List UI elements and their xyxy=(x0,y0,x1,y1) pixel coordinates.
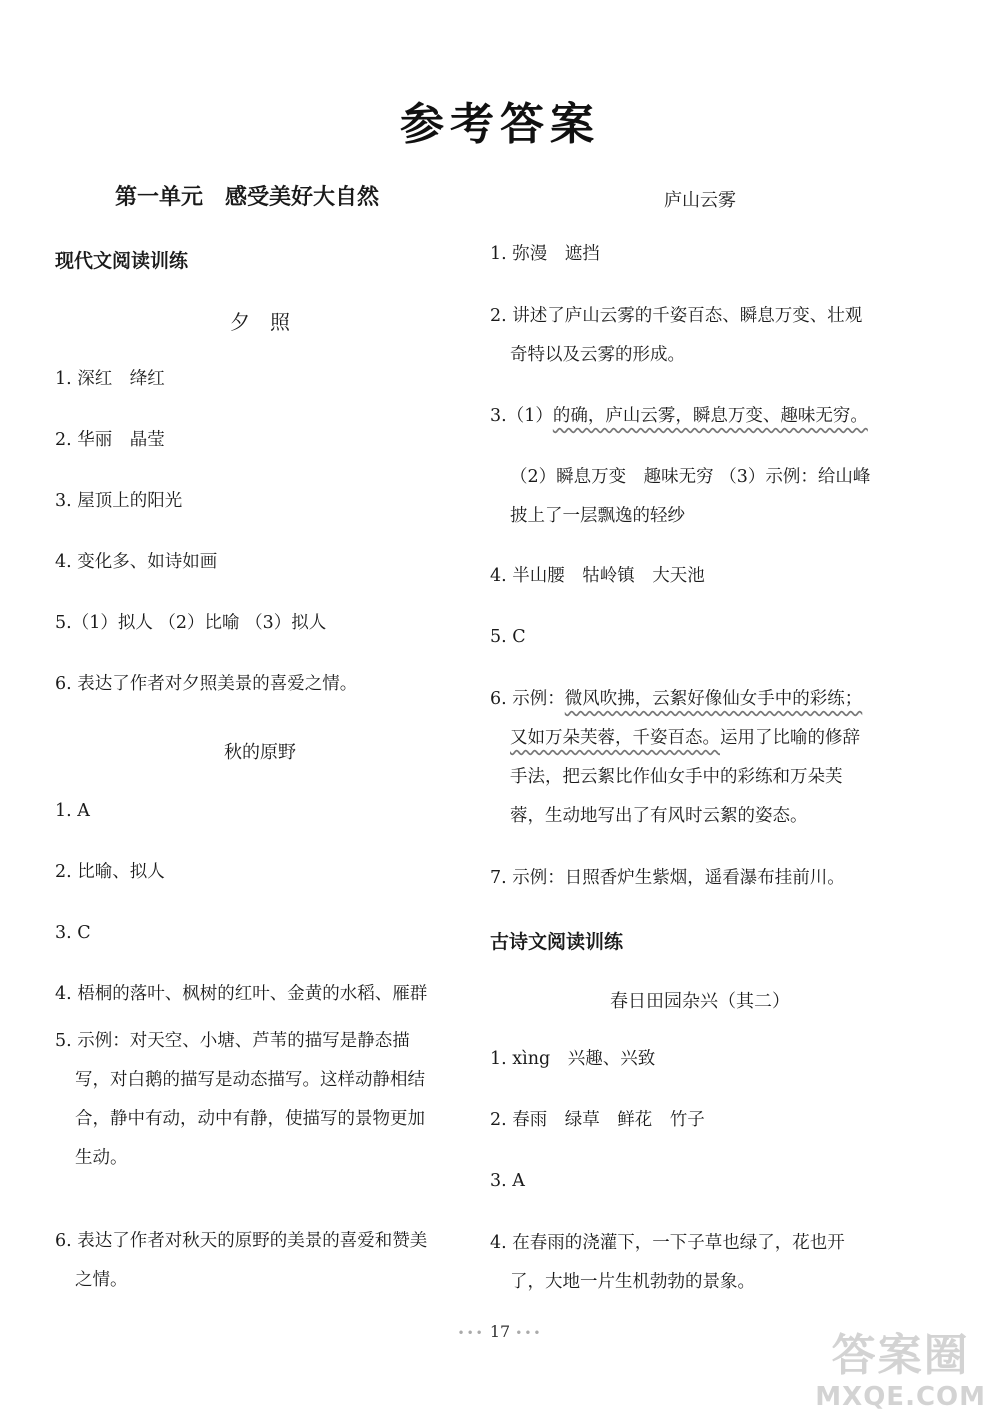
passage-title-xizhao: 夕 照 xyxy=(230,310,290,334)
answer-item: 1. 深红 绛红 xyxy=(55,369,165,389)
underlined-quote: 又如万朵芙蓉，千姿百态。 xyxy=(510,728,720,748)
answer-line: 写，对白鹅的描写是动态描写。这样动静相结 xyxy=(75,1070,425,1090)
answer-line: 生动。 xyxy=(75,1148,128,1168)
answer-item: 1. A xyxy=(55,801,90,821)
answer-item: 2. 春雨 绿草 鲜花 竹子 xyxy=(490,1110,705,1130)
watermark-logo xyxy=(815,1330,986,1412)
unit-title xyxy=(115,180,379,211)
answers-qiudeyuanye xyxy=(55,781,427,1025)
answer-item: 6. 表达了作者对夕照美景的喜爱之情。 xyxy=(55,674,358,694)
answer-line: 4. 在春雨的浇灌下，一下子草也绿了，花也开 xyxy=(490,1233,845,1253)
answer-item: 1. xìng 兴趣、兴致 xyxy=(490,1049,656,1069)
answer-line: 手法，把云絮比作仙女手中的彩练和万朵芙 xyxy=(510,767,843,787)
answer-item: 2. 比喻、拟人 xyxy=(55,862,165,882)
footer-dots-left: ••• xyxy=(457,1326,485,1340)
answer-item-long xyxy=(490,397,868,436)
passage-title-qiudeyuanye: 秋的原野 xyxy=(224,742,296,763)
answer-item-long xyxy=(55,1022,425,1178)
answer-line xyxy=(490,719,862,758)
watermark-cn: 答案圈 xyxy=(831,1330,970,1381)
answer-prefix: 6. 示例： xyxy=(490,689,565,709)
answer-item-long xyxy=(490,458,870,536)
answer-line: 了，大地一片生机勃勃的景象。 xyxy=(510,1272,755,1292)
unit-title-number: 第一单元 xyxy=(115,185,204,210)
underlined-quote: 的确，庐山云雾，瞬息万变、趣味无穷。 xyxy=(552,406,868,426)
answer-item: 3. 屋顶上的阳光 xyxy=(55,491,183,511)
section-ancient-reading: 古诗文阅读训练 xyxy=(490,931,624,953)
page-number: 17 xyxy=(489,1322,511,1341)
answer-item: 1. 弥漫 遮挡 xyxy=(490,244,600,264)
passage-title-lushanyunwu: 庐山云雾 xyxy=(664,190,736,211)
answer-line: 5. 示例：对天空、小塘、芦苇的描写是静态描 xyxy=(55,1031,410,1051)
answer-item: 5.（1）拟人 （2）比喻 （3）拟人 xyxy=(55,613,327,633)
watermark-en: MXQE.COM xyxy=(815,1382,986,1412)
answer-text: 运用了比喻的修辞 xyxy=(720,728,860,748)
answer-item: 4. 变化多、如诗如画 xyxy=(55,552,218,572)
underlined-quote: 微风吹拂，云絮好像仙女手中的彩练； xyxy=(564,689,863,709)
answer-line xyxy=(490,680,862,719)
answers-chunritianyuan xyxy=(490,1029,705,1212)
answer-item-long xyxy=(490,297,862,375)
answer-item: 5. C xyxy=(490,627,526,647)
section-modern-reading: 现代文阅读训练 xyxy=(55,250,189,272)
answer-line: 6. 表达了作者对秋天的原野的美景的喜爱和赞美 xyxy=(55,1231,428,1251)
answer-line: 奇特以及云雾的形成。 xyxy=(510,345,685,365)
passage-title-chunritianyuan: 春日田园杂兴（其二） xyxy=(610,991,790,1012)
page-title: 参考答案 xyxy=(400,99,600,150)
answer-line: 蓉，生动地写出了有风时云絮的姿态。 xyxy=(510,806,808,826)
answer-item: 4. 梧桐的落叶、枫树的红叶、金黄的水稻、雁群 xyxy=(55,984,428,1004)
answer-item-long xyxy=(490,680,862,836)
answer-item-long xyxy=(55,1222,427,1300)
answer-line xyxy=(490,397,868,436)
answer-line: 2. 讲述了庐山云雾的千姿百态、瞬息万变、壮观 xyxy=(490,306,863,326)
answer-line: 之情。 xyxy=(75,1270,128,1290)
answers-xizhao xyxy=(55,349,357,715)
answer-item: 4. 半山腰 牯岭镇 大天池 xyxy=(490,566,705,586)
answer-line: 合，静中有动，动中有静，使描写的景物更加 xyxy=(75,1109,425,1129)
answer-item: 3. A xyxy=(490,1171,525,1191)
answer-item: 3. C xyxy=(55,923,91,943)
answer-line: 披上了一层飘逸的轻纱 xyxy=(510,506,685,526)
footer-dots-right: ••• xyxy=(515,1326,543,1340)
answer-item-long xyxy=(490,1224,845,1302)
answer-prefix: 3.（1） xyxy=(490,406,553,426)
answer-item: 2. 华丽 晶莹 xyxy=(55,430,165,450)
answer-line: （2）瞬息万变 趣味无穷 （3）示例：给山峰 xyxy=(510,467,871,487)
answer-item: 7. 示例：日照香炉生紫烟，遥看瀑布挂前川。 xyxy=(490,868,845,888)
unit-title-theme: 感受美好大自然 xyxy=(225,185,380,210)
